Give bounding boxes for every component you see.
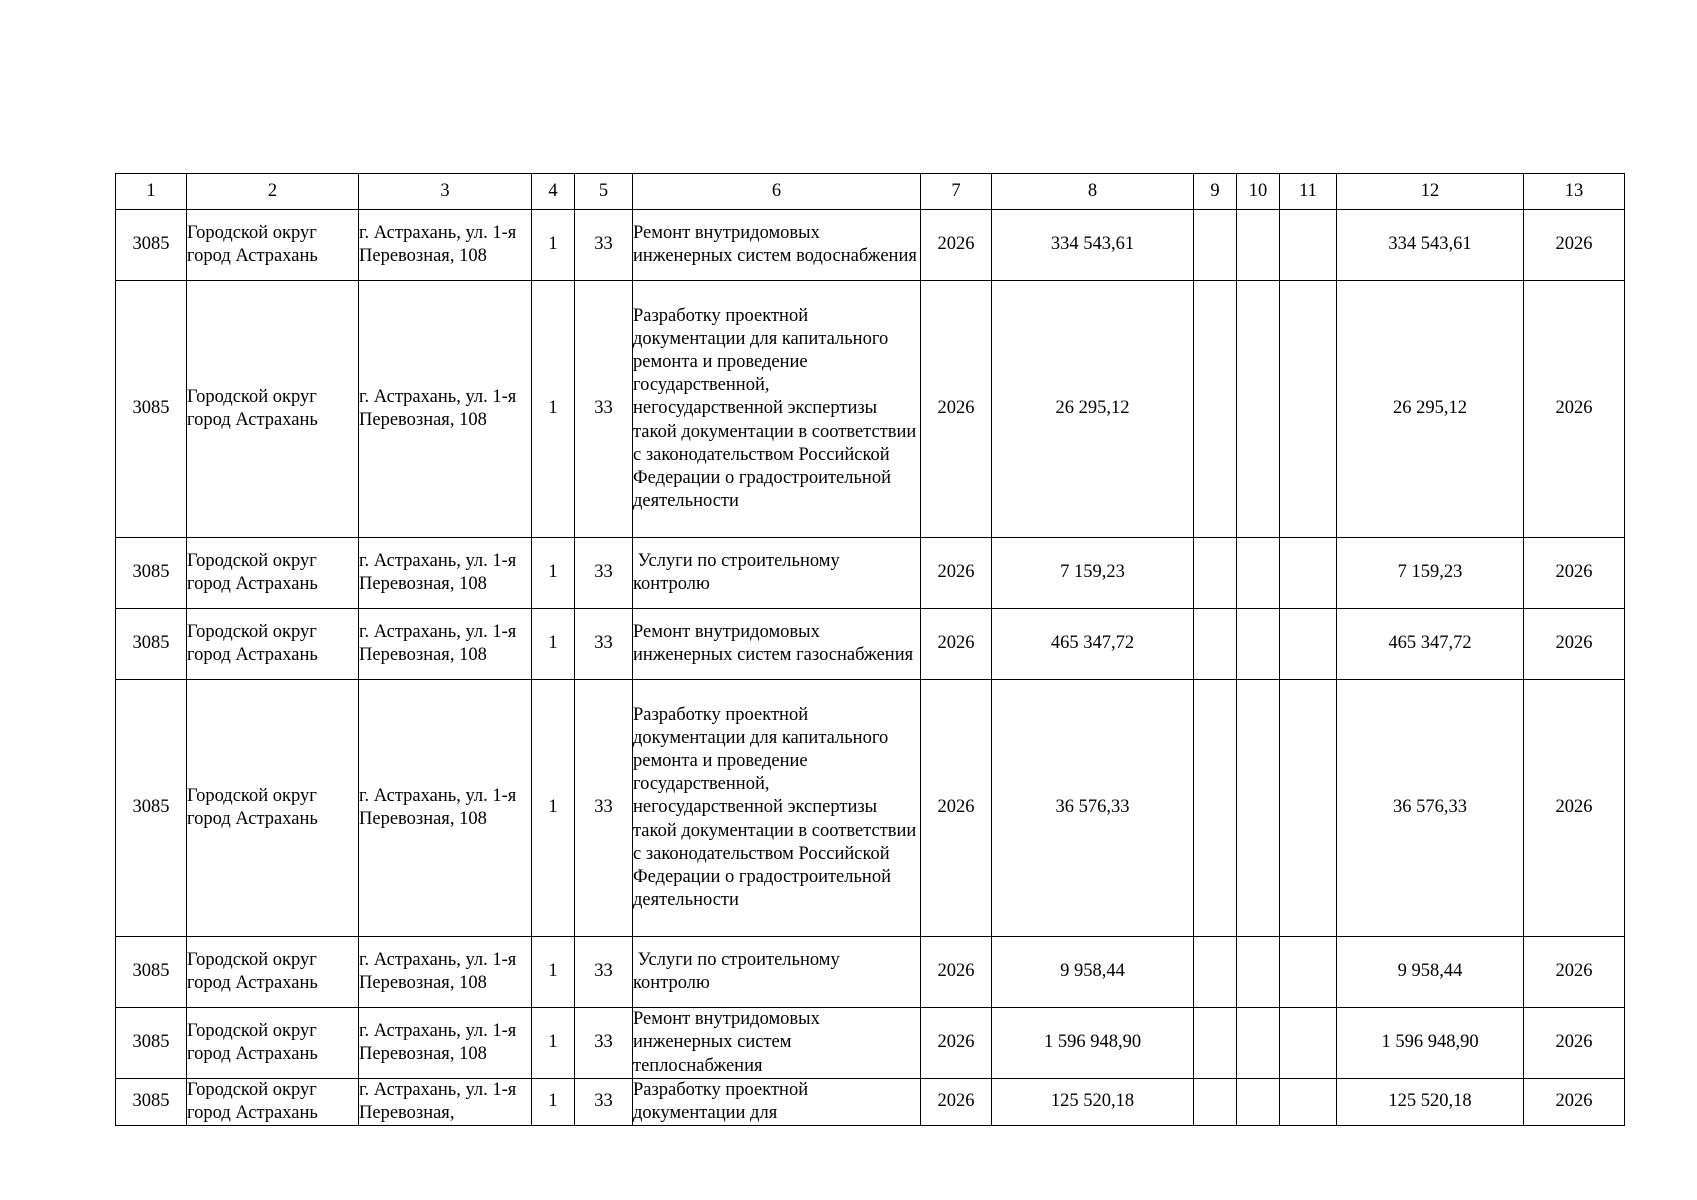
cost-cell: 26 295,12 xyxy=(992,281,1194,538)
col5-cell: 33 xyxy=(575,680,633,937)
col9-cell xyxy=(1194,680,1237,937)
table-row xyxy=(116,1079,1625,1126)
col12-cell: 465 347,72 xyxy=(1337,609,1524,680)
col9-cell xyxy=(1194,1079,1237,1126)
col13-cell: 2026 xyxy=(1524,609,1625,680)
cost-cell: 125 520,18 xyxy=(992,1079,1194,1126)
cost-cell: 9 958,44 xyxy=(992,937,1194,1008)
col13-cell: 2026 xyxy=(1524,1008,1625,1079)
col10-cell xyxy=(1237,1008,1280,1079)
row-number: 3085 xyxy=(116,1079,187,1126)
municipality-cell: Городской округ город Астрахань xyxy=(187,210,359,281)
col4-cell: 1 xyxy=(532,538,575,609)
col4-cell: 1 xyxy=(532,680,575,937)
work-type-cell xyxy=(633,1079,921,1126)
col10-cell xyxy=(1237,1079,1280,1126)
col4-cell: 1 xyxy=(532,1008,575,1079)
col10-cell xyxy=(1237,937,1280,1008)
table-row xyxy=(116,281,1625,538)
col11-cell xyxy=(1280,281,1337,538)
col12-cell: 125 520,18 xyxy=(1337,1079,1524,1126)
col9-cell xyxy=(1194,210,1237,281)
col11-cell xyxy=(1280,680,1337,937)
col13-cell: 2026 xyxy=(1524,210,1625,281)
col4-cell: 1 xyxy=(532,937,575,1008)
cell-text: г. Астрахань, ул. 1-я Перевозная, xyxy=(359,1080,517,1124)
year-cell: 2026 xyxy=(921,538,992,609)
address-cell: г. Астрахань, ул. 1-я Перевозная, 108 xyxy=(359,609,532,680)
col9-cell xyxy=(1194,937,1237,1008)
year-cell: 2026 xyxy=(921,281,992,538)
column-header: 1 xyxy=(116,174,187,210)
col10-cell xyxy=(1237,281,1280,538)
header-row xyxy=(116,174,1625,210)
col12-cell: 9 958,44 xyxy=(1337,937,1524,1008)
column-header: 10 xyxy=(1237,174,1280,210)
col10-cell xyxy=(1237,680,1280,937)
municipality-cell: Городской округ город Астрахань xyxy=(187,1008,359,1079)
row-number: 3085 xyxy=(116,937,187,1008)
column-header: 4 xyxy=(532,174,575,210)
municipality-cell: Городской округ город Астрахань xyxy=(187,609,359,680)
year-cell: 2026 xyxy=(921,609,992,680)
col11-cell xyxy=(1280,1079,1337,1126)
column-header: 12 xyxy=(1337,174,1524,210)
col13-cell: 2026 xyxy=(1524,538,1625,609)
column-header: 9 xyxy=(1194,174,1237,210)
table-row xyxy=(116,937,1625,1008)
col5-cell: 33 xyxy=(575,609,633,680)
address-cell: г. Астрахань, ул. 1-я Перевозная, 108 xyxy=(359,680,532,937)
col4-cell: 1 xyxy=(532,210,575,281)
column-header: 6 xyxy=(633,174,921,210)
col5-cell: 33 xyxy=(575,210,633,281)
table-row xyxy=(116,609,1625,680)
row-number: 3085 xyxy=(116,609,187,680)
row-number: 3085 xyxy=(116,281,187,538)
cell-text: Городской округ город Астрахань xyxy=(187,1080,318,1124)
col10-cell xyxy=(1237,538,1280,609)
col5-cell: 33 xyxy=(575,538,633,609)
col5-cell: 33 xyxy=(575,1008,633,1079)
column-header: 3 xyxy=(359,174,532,210)
col4-cell: 1 xyxy=(532,1079,575,1126)
year-cell: 2026 xyxy=(921,1008,992,1079)
cost-cell: 1 596 948,90 xyxy=(992,1008,1194,1079)
year-cell: 2026 xyxy=(921,937,992,1008)
work-type-cell: Разработку проектной документации для капитального ремонта и проведение государственной, негосударственной экспертизы такой документации в соответствии с законодательством Российской Федерации о градостроительной деятельности xyxy=(633,281,921,538)
column-header: 2 xyxy=(187,174,359,210)
column-header: 11 xyxy=(1280,174,1337,210)
capital-repair-table xyxy=(115,173,1625,1126)
address-cell: г. Астрахань, ул. 1-я Перевозная, 108 xyxy=(359,538,532,609)
row-number: 3085 xyxy=(116,538,187,609)
municipality-cell: Городской округ город Астрахань xyxy=(187,680,359,937)
table-row xyxy=(116,1008,1625,1079)
cost-cell: 7 159,23 xyxy=(992,538,1194,609)
address-cell: г. Астрахань, ул. 1-я Перевозная, 108 xyxy=(359,210,532,281)
municipality-cell xyxy=(187,1079,359,1126)
column-header: 7 xyxy=(921,174,992,210)
col10-cell xyxy=(1237,210,1280,281)
col5-cell: 33 xyxy=(575,1079,633,1126)
col9-cell xyxy=(1194,538,1237,609)
row-number: 3085 xyxy=(116,210,187,281)
address-cell: г. Астрахань, ул. 1-я Перевозная, 108 xyxy=(359,937,532,1008)
row-number: 3085 xyxy=(116,1008,187,1079)
column-header: 5 xyxy=(575,174,633,210)
col5-cell: 33 xyxy=(575,937,633,1008)
year-cell: 2026 xyxy=(921,1079,992,1126)
col12-cell: 26 295,12 xyxy=(1337,281,1524,538)
col13-cell: 2026 xyxy=(1524,1079,1625,1126)
address-cell xyxy=(359,1079,532,1126)
municipality-cell: Городской округ город Астрахань xyxy=(187,937,359,1008)
municipality-cell: Городской округ город Астрахань xyxy=(187,538,359,609)
col11-cell xyxy=(1280,937,1337,1008)
col11-cell xyxy=(1280,609,1337,680)
col10-cell xyxy=(1237,609,1280,680)
work-type-cell: Разработку проектной документации для капитального ремонта и проведение государственной, негосударственной экспертизы такой документации в соответствии с законодательством Российской Федерации о градостроительной деятельности xyxy=(633,680,921,937)
col12-cell: 334 543,61 xyxy=(1337,210,1524,281)
col12-cell: 36 576,33 xyxy=(1337,680,1524,937)
work-type-cell: Услуги по строительному контролю xyxy=(633,937,921,1008)
column-header: 8 xyxy=(992,174,1194,210)
work-type-cell: Услуги по строительному контролю xyxy=(633,538,921,609)
col4-cell: 1 xyxy=(532,609,575,680)
year-cell: 2026 xyxy=(921,680,992,937)
work-type-cell: Ремонт внутридомовых инженерных систем теплоснабжения xyxy=(633,1008,921,1079)
address-cell: г. Астрахань, ул. 1-я Перевозная, 108 xyxy=(359,281,532,538)
row-number: 3085 xyxy=(116,680,187,937)
col9-cell xyxy=(1194,281,1237,538)
municipality-cell: Городской округ город Астрахань xyxy=(187,281,359,538)
col11-cell xyxy=(1280,1008,1337,1079)
col9-cell xyxy=(1194,609,1237,680)
col13-cell: 2026 xyxy=(1524,680,1625,937)
col11-cell xyxy=(1280,538,1337,609)
table-row xyxy=(116,210,1625,281)
column-header: 13 xyxy=(1524,174,1625,210)
col13-cell: 2026 xyxy=(1524,281,1625,538)
cell-text: Разработку проектной документации для xyxy=(633,1080,809,1124)
cost-cell: 334 543,61 xyxy=(992,210,1194,281)
year-cell: 2026 xyxy=(921,210,992,281)
col4-cell: 1 xyxy=(532,281,575,538)
table-row xyxy=(116,680,1625,937)
cost-cell: 36 576,33 xyxy=(992,680,1194,937)
col12-cell: 7 159,23 xyxy=(1337,538,1524,609)
work-type-cell: Ремонт внутридомовых инженерных систем газоснабжения xyxy=(633,609,921,680)
col9-cell xyxy=(1194,1008,1237,1079)
cost-cell: 465 347,72 xyxy=(992,609,1194,680)
col13-cell: 2026 xyxy=(1524,937,1625,1008)
table-row xyxy=(116,538,1625,609)
col5-cell: 33 xyxy=(575,281,633,538)
work-type-cell: Ремонт внутридомовых инженерных систем водоснабжения xyxy=(633,210,921,281)
address-cell: г. Астрахань, ул. 1-я Перевозная, 108 xyxy=(359,1008,532,1079)
col11-cell xyxy=(1280,210,1337,281)
col12-cell: 1 596 948,90 xyxy=(1337,1008,1524,1079)
